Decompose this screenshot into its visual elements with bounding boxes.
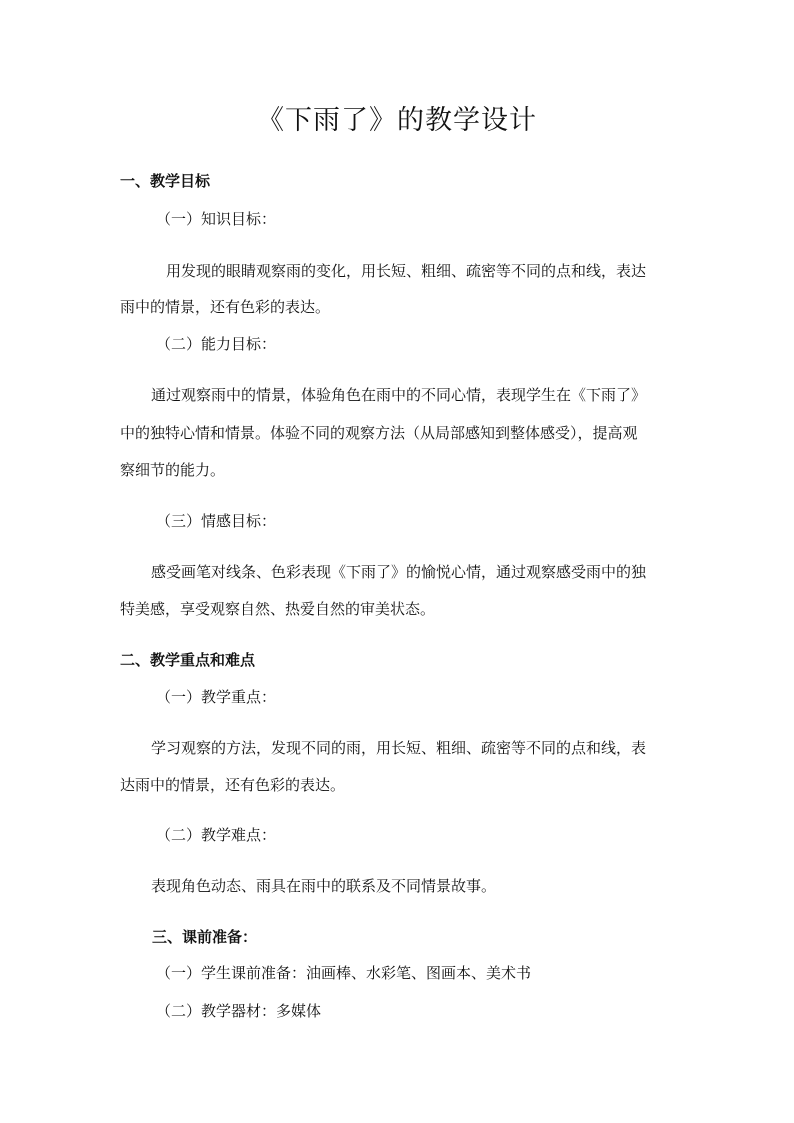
paragraph-line: 特美感，享受观察自然、热爱自然的审美状态。: [120, 600, 436, 618]
section-heading-objectives: 一、教学目标: [120, 172, 211, 190]
list-item: （二）教学器材：多媒体: [156, 1002, 322, 1020]
section-heading-key-points: 二、教学重点和难点: [120, 651, 256, 669]
subheading-difficulty: （二）教学难点：: [156, 826, 277, 844]
section-heading-preparation: 三、课前准备：: [152, 928, 258, 946]
paragraph-line: 达雨中的情景，还有色彩的表达。: [120, 776, 346, 794]
paragraph-line: 表现角色动态、雨具在雨中的联系及不同情景故事。: [151, 877, 497, 895]
document-title: 《下雨了》的教学设计: [257, 105, 537, 136]
subheading-ability: （二）能力目标：: [156, 335, 277, 353]
paragraph-line: 感受画笔对线条、色彩表现《下雨了》的愉悦心情，通过观察感受雨中的独: [151, 563, 647, 581]
paragraph-line: 雨中的情景，还有色彩的表达。: [120, 298, 331, 316]
subheading-key-point: （一）教学重点：: [156, 688, 277, 706]
subheading-knowledge: （一）知识目标：: [156, 210, 277, 228]
paragraph-line: 学习观察的方法，发现不同的雨，用长短、粗细、疏密等不同的点和线，表: [151, 739, 647, 757]
paragraph-line: 通过观察雨中的情景，体验角色在雨中的不同心情，表现学生在《下雨了》: [151, 386, 647, 404]
subheading-emotion: （三）情感目标：: [156, 512, 277, 530]
paragraph-line: 察细节的能力。: [120, 461, 226, 479]
paragraph-line: 中的独特心情和情景。体验不同的观察方法（从局部感知到整体感受），提高观: [120, 424, 638, 442]
list-item: （一）学生课前准备：油画棒、水彩笔、图画本、美术书: [156, 964, 532, 982]
paragraph-line: 用发现的眼睛观察雨的变化，用长短、粗细、疏密等不同的点和线，表达: [166, 262, 647, 280]
